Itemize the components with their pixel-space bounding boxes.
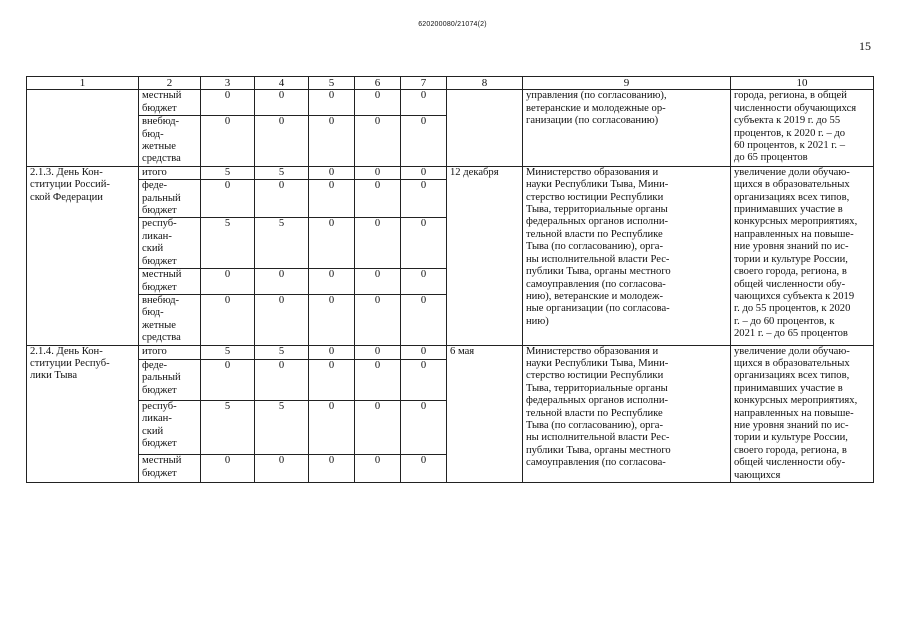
text-line: жетные: [142, 319, 177, 331]
text-line: конкурсных мероприятиях,: [734, 216, 858, 228]
text-line: до 65 процентов: [734, 152, 808, 164]
amount-cell: 0: [201, 455, 255, 483]
page-number: 15: [859, 39, 871, 53]
funding-source-cell: [139, 269, 201, 295]
text-line: ликан-: [142, 230, 172, 242]
text-line: чающихся субъекта к 2019: [734, 290, 855, 302]
amount-cell: 0: [401, 345, 447, 359]
text-line: субъекта к 2019 г. до 55: [734, 115, 841, 127]
amount-cell: 0: [355, 294, 401, 345]
text-line: местный: [142, 90, 182, 102]
amount-cell: 0: [355, 180, 401, 218]
text-line: ные организации (по согласова-: [526, 303, 670, 315]
amount-cell: 0: [401, 90, 447, 116]
funding-source-cell: [139, 294, 201, 345]
amount-cell: 0: [401, 359, 447, 400]
text-line: общей численности обу-: [734, 457, 846, 469]
text-line: средства: [142, 153, 181, 165]
period-cell: [447, 90, 523, 166]
text-line: ние уровня знаний по ис-: [734, 419, 849, 431]
event-name-cell: [27, 345, 139, 482]
column-number: 10: [731, 77, 874, 90]
text-line: внебюд-: [142, 116, 180, 128]
amount-cell: 0: [355, 218, 401, 269]
text-line: организациях всех типов,: [734, 191, 850, 203]
amount-cell: 0: [309, 455, 355, 483]
text-line: самоуправления (по согласова-: [526, 278, 666, 290]
text-line: бюджет: [142, 205, 177, 217]
amount-cell: 0: [201, 294, 255, 345]
amount-cell: 0: [309, 345, 355, 359]
event-name-cell: [27, 166, 139, 345]
text-line: стерство юстиции Республики: [526, 191, 664, 203]
text-line: тельной власти по Республике: [526, 407, 663, 419]
text-line: бюджет: [142, 102, 177, 114]
text-line: феде-: [142, 180, 168, 192]
column-number: 3: [201, 77, 255, 90]
amount-cell: 0: [309, 180, 355, 218]
amount-cell: 0: [355, 345, 401, 359]
text-line: щихся в образовательных: [734, 179, 850, 191]
text-line: численности обучающихся: [734, 102, 857, 114]
text-line: Министерство образования и: [526, 166, 659, 178]
text-line: лики Тыва: [30, 370, 78, 382]
text-line: Министерство образования и: [526, 345, 659, 357]
text-line: бюд-: [142, 128, 164, 140]
table-row: [27, 90, 874, 116]
text-line: итого: [142, 166, 167, 178]
amount-cell: 0: [355, 455, 401, 483]
indicator-cell: [731, 345, 874, 482]
amount-cell: 0: [309, 116, 355, 167]
text-line: ской Федерации: [30, 191, 103, 203]
amount-cell: 5: [201, 166, 255, 179]
amount-cell: 0: [201, 359, 255, 400]
amount-cell: 5: [201, 218, 255, 269]
column-number: 6: [355, 77, 401, 90]
event-date-cell: 6 мая: [447, 345, 523, 482]
text-line: процентов, к 2020 г. – до: [734, 127, 846, 139]
executors-cell: [523, 166, 731, 345]
header-row: [27, 77, 874, 90]
text-line: бюджет: [142, 281, 177, 293]
text-line: внебюд-: [142, 294, 180, 306]
amount-cell: 5: [255, 218, 309, 269]
text-line: федеральных органов исполни-: [526, 395, 669, 407]
amount-cell: 0: [255, 269, 309, 295]
text-line: принимавших участие в: [734, 382, 843, 394]
amount-cell: 0: [201, 116, 255, 167]
text-line: увеличение доли обучаю-: [734, 166, 850, 178]
amount-cell: 0: [401, 294, 447, 345]
text-line: ны исполнительной власти Рес-: [526, 253, 670, 265]
amount-cell: 5: [255, 345, 309, 359]
column-number: 1: [27, 77, 139, 90]
amount-cell: 0: [255, 294, 309, 345]
amount-cell: 0: [201, 180, 255, 218]
executors-cell: [523, 345, 731, 482]
amount-cell: 0: [255, 90, 309, 116]
amount-cell: 0: [355, 400, 401, 454]
text-line: тельной власти по Республике: [526, 228, 663, 240]
text-line: 60 процентов, к 2021 г. –: [734, 140, 846, 152]
text-line: бюджет: [142, 438, 177, 450]
amount-cell: 0: [401, 455, 447, 483]
text-line: организациях всех типов,: [734, 370, 850, 382]
text-line: науки Республики Тыва, Мини-: [526, 357, 669, 369]
column-number: 2: [139, 77, 201, 90]
text-line: респуб-: [142, 400, 177, 412]
text-line: города, региона, в общей: [734, 90, 847, 102]
text-line: публики Тыва, органы местного: [526, 444, 671, 456]
text-line: ганизации (по согласованию): [526, 115, 659, 127]
funding-source-cell: [139, 400, 201, 454]
text-line: своего города, региона, в: [734, 266, 847, 278]
text-line: местный: [142, 455, 182, 467]
text-line: бюджет: [142, 255, 177, 267]
amount-cell: 0: [355, 116, 401, 167]
funding-source-cell: [139, 166, 201, 179]
funding-source-cell: [139, 345, 201, 359]
text-line: ликан-: [142, 413, 172, 425]
amount-cell: 0: [309, 218, 355, 269]
text-line: конкурсных мероприятиях,: [734, 395, 858, 407]
amount-cell: 0: [255, 116, 309, 167]
amount-cell: 0: [355, 269, 401, 295]
text-line: ны исполнительной власти Рес-: [526, 432, 670, 444]
amount-cell: 0: [309, 400, 355, 454]
text-line: увеличение доли обучаю-: [734, 345, 850, 357]
amount-cell: 0: [401, 400, 447, 454]
text-line: ральный: [142, 192, 181, 204]
funding-source-cell: [139, 116, 201, 167]
amount-cell: 0: [401, 166, 447, 179]
text-line: г. – до 60 процентов, к: [734, 315, 835, 327]
amount-cell: 0: [201, 90, 255, 116]
column-number: 5: [309, 77, 355, 90]
event-name-cell: [27, 90, 139, 166]
text-line: чающихся: [734, 469, 781, 481]
text-line: Тыва (по согласованию), орга-: [526, 419, 664, 431]
amount-cell: 0: [309, 269, 355, 295]
text-line: стерство юстиции Республики: [526, 370, 664, 382]
text-line: феде-: [142, 359, 168, 371]
amount-cell: 0: [309, 294, 355, 345]
text-line: ние уровня знаний по ис-: [734, 241, 849, 253]
text-line: ветеранские и молодежные ор-: [526, 102, 666, 114]
amount-cell: 0: [401, 180, 447, 218]
funding-source-cell: [139, 218, 201, 269]
text-line: ский: [142, 425, 164, 437]
funding-source-cell: [139, 455, 201, 483]
text-line: своего города, региона, в: [734, 444, 847, 456]
amount-cell: 0: [201, 269, 255, 295]
text-line: местный: [142, 269, 182, 281]
text-line: федеральных органов исполни-: [526, 216, 669, 228]
text-line: бюджет: [142, 467, 177, 479]
program-table: [26, 76, 874, 483]
amount-cell: 0: [309, 359, 355, 400]
funding-source-cell: [139, 180, 201, 218]
text-line: науки Республики Тыва, Мини-: [526, 179, 669, 191]
text-line: направленных на повыше-: [734, 407, 854, 419]
text-line: Тыва, территориальные органы: [526, 204, 668, 216]
amount-cell: 0: [401, 269, 447, 295]
text-line: 2.1.4. День Кон-: [30, 345, 103, 357]
text-line: управления (по согласованию),: [526, 90, 667, 102]
amount-cell: 0: [401, 218, 447, 269]
text-line: общей численности обу-: [734, 278, 846, 290]
amount-cell: 0: [255, 359, 309, 400]
text-line: нию), ветеранские и молодеж-: [526, 290, 663, 302]
column-number: 7: [401, 77, 447, 90]
text-line: респуб-: [142, 218, 177, 230]
column-number: 4: [255, 77, 309, 90]
table-body: [27, 77, 874, 483]
text-line: средства: [142, 332, 181, 344]
funding-source-cell: [139, 359, 201, 400]
text-line: ституции Россий-: [30, 179, 110, 191]
text-line: Тыва (по согласованию), орга-: [526, 241, 664, 253]
text-line: щихся в образовательных: [734, 357, 850, 369]
column-number: 9: [523, 77, 731, 90]
text-line: Тыва, территориальные органы: [526, 382, 668, 394]
table-row: [27, 166, 874, 179]
amount-cell: 0: [355, 90, 401, 116]
amount-cell: 5: [255, 166, 309, 179]
text-line: бюд-: [142, 307, 164, 319]
event-date-cell: 12 декабря: [447, 166, 523, 345]
document-id: 620200080/21074(2): [418, 21, 487, 28]
text-line: ральный: [142, 372, 181, 384]
text-line: 2021 г. – до 65 процентов: [734, 328, 848, 340]
amount-cell: 0: [309, 166, 355, 179]
text-line: нию): [526, 315, 549, 327]
amount-cell: 0: [355, 359, 401, 400]
text-line: ский: [142, 243, 164, 255]
text-line: г. до 55 процентов, к 2020: [734, 303, 851, 315]
text-line: 2.1.3. День Кон-: [30, 166, 103, 178]
amount-cell: 0: [355, 166, 401, 179]
amount-cell: 5: [255, 400, 309, 454]
text-line: направленных на повыше-: [734, 228, 854, 240]
amount-cell: 5: [201, 345, 255, 359]
text-line: жетные: [142, 141, 177, 153]
amount-cell: 0: [255, 455, 309, 483]
column-number: 8: [447, 77, 523, 90]
text-line: публики Тыва, органы местного: [526, 266, 671, 278]
amount-cell: 0: [309, 90, 355, 116]
table-row: [27, 345, 874, 359]
indicator-cell: [731, 166, 874, 345]
amount-cell: 5: [201, 400, 255, 454]
text-line: итого: [142, 345, 167, 357]
amount-cell: 0: [255, 180, 309, 218]
text-line: самоуправления (по согласова-: [526, 457, 666, 469]
text-line: тории и культуре России,: [734, 432, 848, 444]
text-line: тории и культуре России,: [734, 253, 848, 265]
funding-source-cell: [139, 90, 201, 116]
text-line: принимавших участие в: [734, 204, 843, 216]
indicator-cell: [731, 90, 874, 166]
executors-cell: [523, 90, 731, 166]
text-line: бюджет: [142, 384, 177, 396]
text-line: ституции Респуб-: [30, 357, 110, 369]
amount-cell: 0: [401, 116, 447, 167]
